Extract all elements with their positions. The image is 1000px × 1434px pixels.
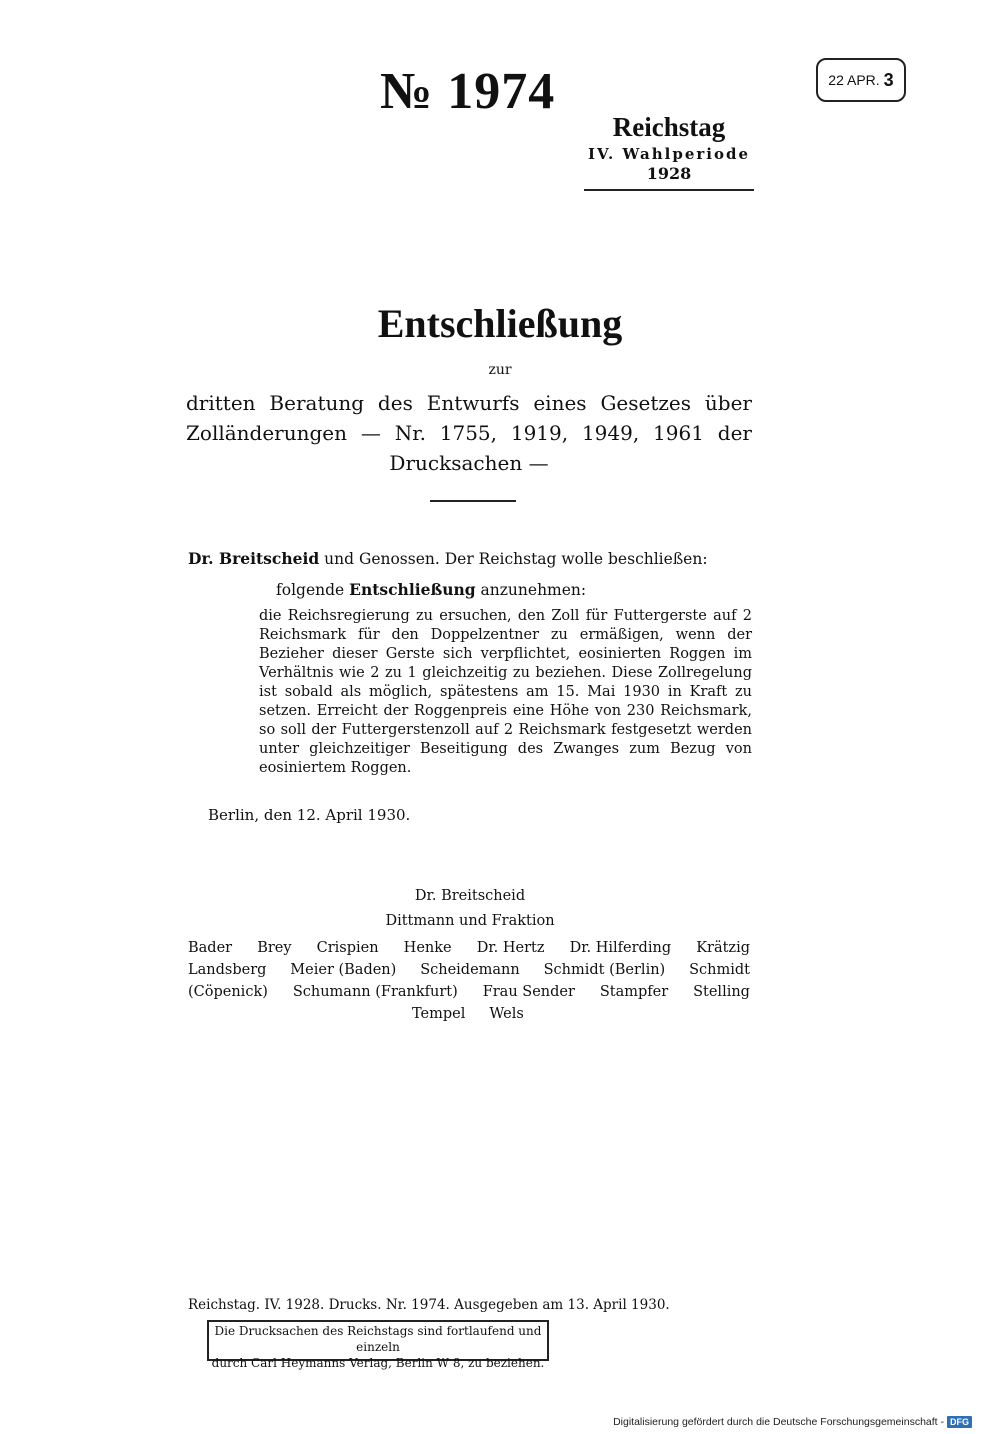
document-title: Entschließung	[377, 301, 623, 346]
signature-row	[188, 984, 750, 1000]
signatory: Dr. Hilferding	[569, 940, 672, 956]
document-number: № 1974	[380, 63, 556, 120]
signatory: Tempel	[412, 1006, 466, 1022]
receipt-stamp	[816, 58, 906, 102]
signatory: Meier (Baden)	[290, 962, 397, 978]
reichstag-title: Reichstag	[612, 112, 726, 142]
signatory: Stampfer	[599, 984, 669, 1000]
signatory: (Cöpenick)	[188, 984, 268, 1000]
print-info-line: Reichstag. IV. 1928. Drucks. Nr. 1974. Ausgegeben am 13. April 1930.	[188, 1297, 670, 1313]
publisher-notice-line: Die Drucksachen des Reichstags sind fortlaufend und einzeln	[214, 1324, 542, 1354]
legislative-period: IV. Wahlperiode	[587, 145, 750, 163]
stamp-date: 22 APR.	[828, 72, 880, 88]
signature-faction: Dittmann und Fraktion	[385, 913, 555, 929]
adopt-prefix: folgende	[276, 581, 345, 599]
signatory: Schumann (Frankfurt)	[292, 984, 458, 1000]
signatory: Henke	[403, 940, 452, 956]
date-line: Berlin, den 12. April 1930.	[208, 806, 411, 824]
signatory: Frau Sender	[482, 984, 575, 1000]
signatory: Schmidt (Berlin)	[543, 962, 666, 978]
document-subtitle: dritten Beratung des Entwurfs eines Gesetzes über Zolländerungen — Nr. 1755, 1919, 1949, 1961 der Drucksachen —	[186, 391, 752, 475]
adopt-suffix: anzunehmen:	[480, 581, 587, 599]
signature-row	[188, 940, 750, 956]
dfg-logo: DFG	[947, 1416, 972, 1428]
motion-intro-text: und Genossen. Der Reichstag wolle beschließen:	[324, 550, 708, 568]
reichstag-header	[584, 112, 754, 191]
header-rule	[584, 189, 754, 191]
signatory: Brey	[257, 940, 292, 956]
signatory: Schmidt	[689, 962, 750, 978]
resolution-text: die Reichsregierung zu ersuchen, den Zoll für Futtergerste auf 2 Reichsmark für den Doppelzentner zu ermäßigen, wenn der Bezieher dieser Gerste sich verpflichtet, eosinierten Roggen im Verhältnis wie 2 zu 1 gleichzeitig zu beziehen. Diese Zollregelung ist sobald als möglich, spätestens am 15. Mai 1930 in Kraft zu setzen. Erreicht der Roggenpreis eine Höhe von 230 Reichsmark, so soll der Futtergerstenzoll auf 2 Reichsmark festgesetzt werden unter gleichzeitiger Beseitigung des Zwanges zum Bezug von eosiniertem Roggen.	[259, 608, 752, 776]
publisher-notice-box	[207, 1320, 549, 1370]
signatory: Landsberg	[188, 962, 267, 978]
digitization-credit	[613, 1416, 972, 1428]
signatory: Crispien	[316, 940, 379, 956]
digitization-text: Digitalisierung gefördert durch die Deutsche Forschungsgemeinschaft -	[613, 1416, 944, 1428]
stamp-number: 3	[883, 69, 894, 90]
signature-lead: Dr. Breitscheid	[414, 888, 526, 904]
signature-row	[412, 1006, 524, 1022]
mover-name: Dr. Breitscheid	[188, 549, 320, 568]
signature-row	[188, 962, 750, 978]
publisher-notice-line: durch Carl Heymanns Verlag, Berlin W 8, zu beziehen.	[211, 1356, 545, 1370]
signatory: Bader	[188, 940, 233, 956]
title-divider	[430, 500, 516, 502]
title-connector: zur	[488, 362, 512, 378]
signatory: Dr. Hertz	[476, 940, 545, 956]
signatory: Wels	[489, 1006, 524, 1022]
signatory: Krätzig	[696, 940, 750, 956]
signatory: Stelling	[693, 984, 750, 1000]
adopt-line	[276, 580, 586, 599]
adopt-bold: Entschließung	[349, 580, 476, 599]
motion-intro	[188, 549, 708, 568]
signatory: Scheidemann	[420, 962, 520, 978]
period-year: 1928	[646, 164, 692, 183]
